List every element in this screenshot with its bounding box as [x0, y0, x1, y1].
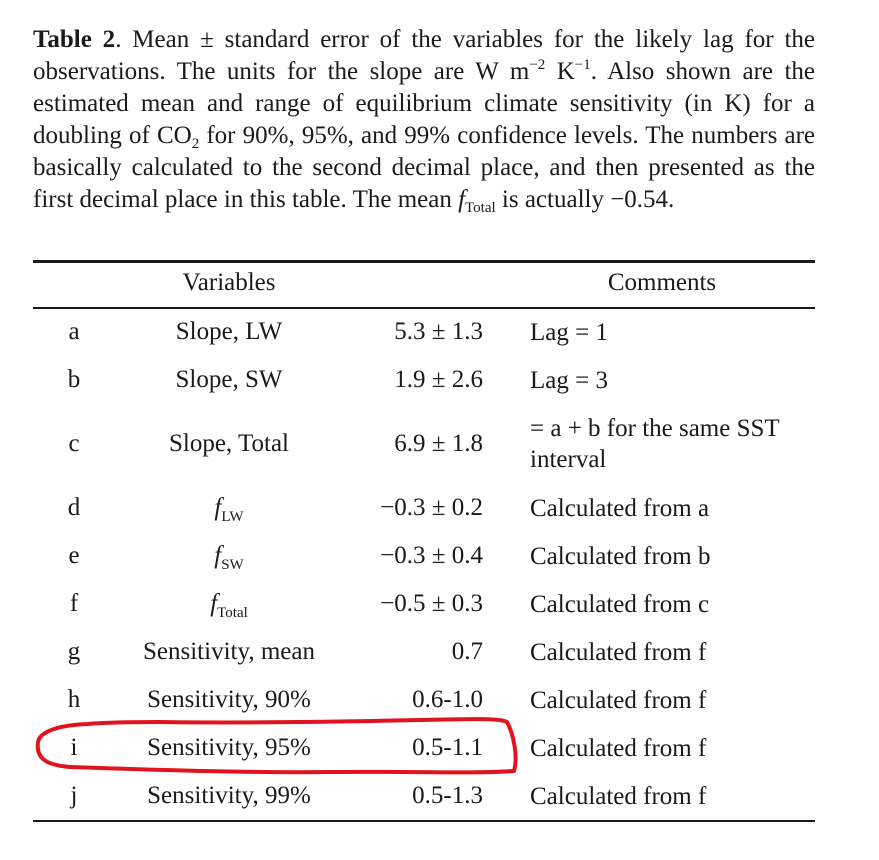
caption-sup-1: −2 — [529, 57, 546, 73]
row-value: 1.9 ± 2.6 — [394, 366, 483, 393]
row-id: i — [70, 734, 78, 761]
row-id: e — [68, 542, 80, 569]
f-symbol: f — [214, 494, 222, 521]
row-value: 5.3 ± 1.3 — [394, 318, 483, 345]
row-id: c — [68, 430, 80, 457]
f-symbol: f — [214, 542, 222, 569]
table-bottom-rule — [33, 820, 815, 822]
row-comment: Lag = 3 — [530, 366, 608, 394]
row-value: 0.7 — [451, 638, 483, 665]
row-comment: Calculated from f — [530, 638, 707, 666]
row-variable — [126, 532, 332, 580]
table-label: Table 2 — [33, 26, 116, 53]
row-variable — [126, 580, 332, 628]
row-id: j — [70, 782, 78, 809]
row-variable: Slope, LW — [175, 318, 283, 345]
caption-sub-total: Total — [465, 200, 496, 216]
row-value: 0.6-1.0 — [412, 686, 483, 713]
row-comment: = a + b for the same SST interval — [530, 415, 780, 473]
row-variable — [126, 484, 332, 532]
row-value: 6.9 ± 1.8 — [394, 430, 483, 457]
table-row — [33, 484, 815, 532]
f-subscript: Total — [217, 605, 248, 621]
caption-text-4: for 90%, 95%, and 99% confidence levels. The numbers are basically calculated to the second decimal place, and then presented as the first decimal place in this table. The mean — [33, 122, 815, 213]
row-comment: Calculated from a — [530, 494, 710, 522]
table-row — [33, 676, 815, 724]
table-row — [33, 580, 815, 628]
caption-text-2: K — [545, 58, 575, 85]
caption-text-3: . Also shown are the estimated mean and range of equilibrium climate sensitivity (in K) for a doubling of CO — [33, 58, 815, 149]
table-row — [33, 724, 815, 772]
row-id: d — [67, 494, 81, 521]
row-id: h — [67, 686, 81, 713]
caption-f-symbol: f — [458, 186, 466, 213]
header-comments: Comments — [607, 269, 717, 296]
row-variable: Sensitivity, 90% — [147, 686, 311, 713]
table-row — [33, 628, 815, 676]
table-row — [33, 404, 815, 484]
table-caption — [33, 24, 815, 216]
row-variable: Slope, SW — [175, 366, 283, 393]
row-id: g — [67, 638, 81, 665]
table-row — [33, 308, 815, 356]
row-value: −0.3 ± 0.4 — [380, 542, 483, 569]
row-id: b — [67, 366, 81, 393]
row-comment: Calculated from b — [530, 542, 711, 570]
row-variable: Sensitivity, mean — [143, 638, 315, 665]
row-variable: Slope, Total — [168, 430, 289, 457]
row-comment: Lag = 1 — [530, 318, 608, 346]
row-comment: Calculated from f — [530, 686, 707, 714]
f-subscript: LW — [221, 509, 244, 525]
row-value: 0.5-1.1 — [412, 734, 483, 761]
f-symbol: f — [210, 590, 218, 617]
caption-sup-2: −1 — [574, 57, 591, 73]
row-variable: Sensitivity, 99% — [147, 782, 311, 809]
row-value: −0.5 ± 0.3 — [380, 590, 483, 617]
table-row — [33, 356, 815, 404]
table-row — [33, 772, 815, 820]
caption-sub-co2: 2 — [191, 136, 200, 152]
table-top-rule — [33, 260, 815, 263]
caption-text-5: is actually −0.54. — [495, 186, 675, 213]
table-row — [33, 532, 815, 580]
header-variables: Variables — [182, 269, 276, 296]
row-value: 0.5-1.3 — [412, 782, 483, 809]
caption-text-1: . Mean ± standard error of the variables for the likely lag for the observations. The units for the slope are W m — [33, 26, 815, 85]
row-comment: Calculated from f — [530, 734, 707, 762]
f-subscript: SW — [221, 557, 244, 573]
row-comment: Calculated from f — [530, 782, 707, 810]
row-variable: Sensitivity, 95% — [147, 734, 311, 761]
row-id: f — [69, 590, 79, 617]
row-id: a — [68, 318, 80, 345]
row-comment: Calculated from c — [530, 590, 710, 618]
row-value: −0.3 ± 0.2 — [380, 494, 483, 521]
